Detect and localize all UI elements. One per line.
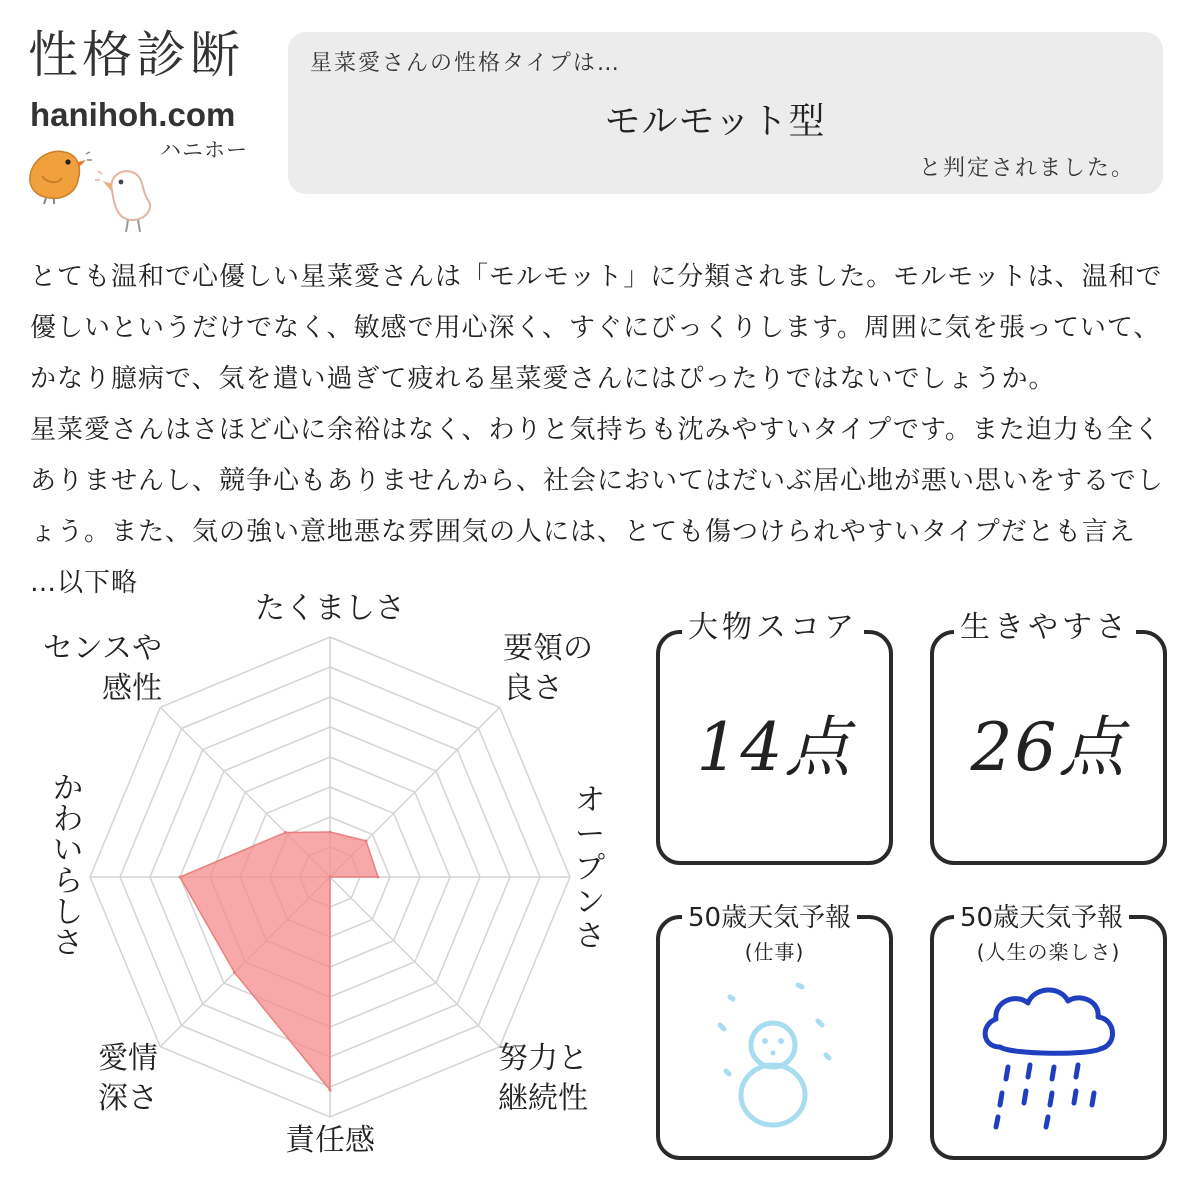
radar-label: [98, 1041, 158, 1116]
radar-label-line: ー: [575, 817, 605, 852]
radar-label-line: センスや: [42, 631, 162, 666]
radar-label-line: い: [53, 833, 83, 868]
radar-point: [329, 831, 332, 834]
radar-label: [43, 631, 162, 706]
description-ellipsis: …以下略: [30, 568, 139, 598]
radar-point: [179, 876, 182, 879]
radar-label: [503, 631, 593, 706]
big-shot-score-value: 14点: [696, 709, 853, 786]
forecast-work-subtitle: (仕事): [744, 940, 805, 964]
radar-label-line: わ: [53, 802, 83, 837]
radar-label-line: たくましさ: [255, 591, 405, 626]
radar-label-line: か: [53, 771, 83, 806]
logo-domain[interactable]: hanihoh.com: [30, 96, 236, 133]
radar-label-line: 深さ: [98, 1081, 158, 1116]
radar-label-line: 感性: [102, 671, 162, 706]
radar-label-line: 責任感: [285, 1123, 375, 1158]
radar-point: [377, 876, 380, 879]
forecast-work-title: 50歳天気予報: [682, 900, 857, 936]
birds-mascot-icon: [20, 140, 170, 240]
radar-chart: [0, 590, 640, 1200]
description-paragraph-2: 星菜愛さんはさほど心に余裕はなく、わりと気持ちも沈みやすいタイプです。また迫力も全くありませんし、競争心もありませんから、社会においてはだいぶ居心地が悪い思いをするでしょう。また、気の強い意地悪な雰囲気の人には、とても傷つけられやすいタイプだとも言え: [30, 415, 1164, 547]
radar-label-line: 努力と: [498, 1041, 588, 1076]
logo-title: 性格診断: [28, 26, 244, 84]
radar-label-line: プ: [575, 851, 605, 886]
big-shot-score-title: 大物スコア: [682, 610, 864, 646]
radar-label-line: し: [53, 895, 83, 930]
orange-bird-icon: [30, 151, 92, 204]
radar-label: [575, 783, 605, 954]
radar-point: [233, 971, 236, 974]
radar-label: [255, 591, 405, 626]
forecast-life-title: 50歳天気予報: [954, 900, 1129, 936]
snowman-icon: [700, 975, 850, 1135]
radar-label-line: オ: [575, 783, 605, 818]
radar-label: [53, 771, 83, 961]
radar-point: [284, 831, 287, 834]
result-prefix: 星菜愛さんの性格タイプは…: [310, 51, 621, 76]
logo-kana: ハニホー: [160, 138, 248, 162]
radar-label-line: さ: [575, 919, 605, 954]
radar-label-line: ら: [53, 864, 83, 899]
rain-cloud-icon: [972, 975, 1132, 1135]
radar-point: [329, 876, 332, 879]
ease-of-living-value: 26点: [970, 709, 1127, 786]
radar-point: [365, 839, 368, 842]
radar-label: [285, 1123, 375, 1158]
radar-label-line: ン: [575, 885, 605, 920]
radar-label: [498, 1041, 588, 1116]
radar-label-line: 要領の: [503, 631, 593, 666]
radar-label-line: 良さ: [503, 671, 563, 706]
radar-data-area: [180, 832, 378, 1090]
description-paragraph-1: とても温和で心優しい星菜愛さんは「モルモット」に分類されました。モルモットは、温和で優しいというだけでなく、敏感で用心深く、すぐにびっくりします。周囲に気を張っていて、かなり臆病で、気を遣い過ぎて疲れる星菜愛さんにはぴったりではないでしょうか。: [30, 262, 1163, 394]
result-type-name: モルモット型: [604, 101, 826, 142]
forecast-life-subtitle: (人生の楽しさ): [976, 940, 1121, 964]
ease-of-living-title: 生きやすさ: [954, 610, 1136, 646]
result-suffix: と判定されました。: [918, 156, 1135, 181]
radar-point: [329, 1089, 332, 1092]
radar-label-line: 愛情: [98, 1041, 158, 1076]
radar-label-line: さ: [53, 926, 83, 961]
radar-label-line: 継続性: [498, 1081, 588, 1116]
description: [30, 252, 1170, 609]
white-bird-icon: [95, 171, 150, 232]
